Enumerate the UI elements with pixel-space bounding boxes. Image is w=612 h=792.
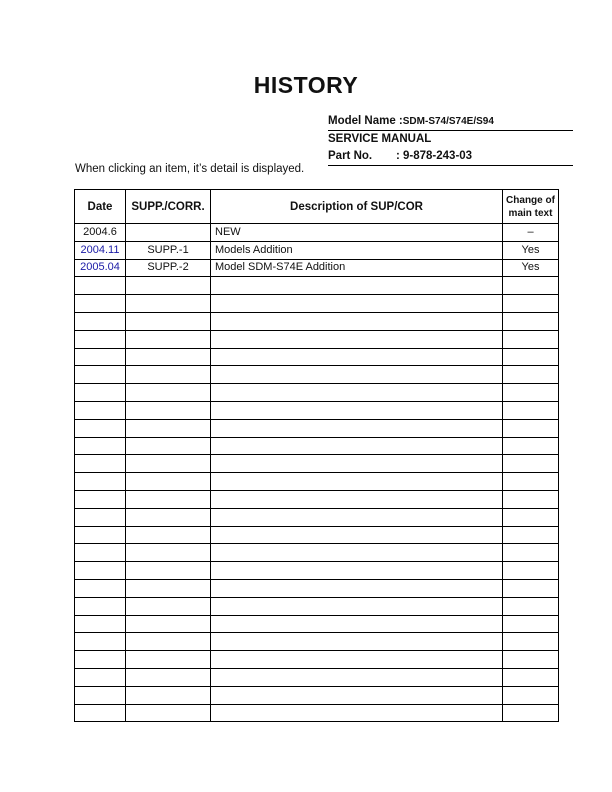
change-cell: Yes xyxy=(503,241,559,259)
empty-cell xyxy=(211,651,503,669)
empty-cell xyxy=(503,437,559,455)
empty-cell xyxy=(211,508,503,526)
table-row[interactable] xyxy=(75,259,559,277)
empty-table-row xyxy=(75,651,559,669)
empty-cell xyxy=(211,312,503,330)
empty-cell xyxy=(211,366,503,384)
table-header-row xyxy=(75,190,559,224)
empty-table-row xyxy=(75,615,559,633)
page-title: HISTORY xyxy=(253,72,359,98)
empty-table-row xyxy=(75,348,559,366)
date-cell[interactable] xyxy=(75,259,126,277)
empty-cell xyxy=(126,384,211,402)
empty-cell xyxy=(503,312,559,330)
empty-cell xyxy=(503,277,559,295)
empty-cell xyxy=(503,295,559,313)
empty-cell xyxy=(503,526,559,544)
empty-cell xyxy=(126,508,211,526)
empty-cell xyxy=(126,651,211,669)
empty-table-row xyxy=(75,330,559,348)
empty-cell xyxy=(75,312,126,330)
empty-cell xyxy=(75,633,126,651)
empty-cell xyxy=(126,562,211,580)
service-manual-label: SERVICE MANUAL xyxy=(328,133,432,145)
part-number-label: Part No. xyxy=(328,150,373,162)
empty-cell xyxy=(75,668,126,686)
empty-cell xyxy=(126,437,211,455)
table-row[interactable] xyxy=(75,241,559,259)
empty-cell xyxy=(126,348,211,366)
empty-table-row xyxy=(75,597,559,615)
part-number-row xyxy=(328,148,573,166)
table-row xyxy=(75,224,559,242)
empty-cell xyxy=(126,668,211,686)
empty-cell xyxy=(75,615,126,633)
empty-cell xyxy=(126,277,211,295)
empty-table-row xyxy=(75,633,559,651)
empty-cell xyxy=(503,401,559,419)
empty-table-row xyxy=(75,437,559,455)
empty-cell xyxy=(211,437,503,455)
empty-table-row xyxy=(75,704,559,722)
model-name-row xyxy=(328,113,573,131)
empty-cell xyxy=(503,597,559,615)
empty-cell xyxy=(503,348,559,366)
history-table-body xyxy=(75,224,559,722)
date-link[interactable]: 2005.04 xyxy=(80,261,120,274)
empty-cell xyxy=(211,597,503,615)
empty-table-row xyxy=(75,419,559,437)
empty-cell xyxy=(126,704,211,722)
supp-corr-cell: SUPP.-1 xyxy=(126,241,211,259)
date-header: Date xyxy=(75,190,126,224)
change-header-line2: main text xyxy=(508,207,553,219)
change-cell: – xyxy=(503,224,559,242)
empty-cell xyxy=(503,562,559,580)
empty-cell xyxy=(126,295,211,313)
empty-cell xyxy=(75,579,126,597)
empty-cell xyxy=(211,704,503,722)
empty-cell xyxy=(503,473,559,491)
empty-cell xyxy=(75,437,126,455)
empty-cell xyxy=(211,455,503,473)
empty-cell xyxy=(211,490,503,508)
supp-corr-cell: SUPP.-2 xyxy=(126,259,211,277)
empty-cell xyxy=(75,401,126,419)
empty-cell xyxy=(211,473,503,491)
date-cell[interactable] xyxy=(75,241,126,259)
empty-table-row xyxy=(75,490,559,508)
empty-cell xyxy=(211,579,503,597)
empty-cell xyxy=(75,686,126,704)
empty-cell xyxy=(211,544,503,562)
empty-cell xyxy=(503,704,559,722)
empty-table-row xyxy=(75,508,559,526)
empty-cell xyxy=(126,312,211,330)
description-cell: Models Addition xyxy=(211,241,503,259)
empty-cell xyxy=(126,615,211,633)
empty-cell xyxy=(503,668,559,686)
empty-table-row xyxy=(75,277,559,295)
change-header-line1: Change of xyxy=(506,194,555,206)
empty-table-row xyxy=(75,295,559,313)
empty-cell xyxy=(75,473,126,491)
instruction-text: When clicking an item, it’s detail is displayed. xyxy=(75,163,305,175)
empty-cell xyxy=(126,401,211,419)
model-name-value: SDM-S74/S74E/S94 xyxy=(402,116,494,127)
empty-cell xyxy=(211,295,503,313)
empty-table-row xyxy=(75,473,559,491)
description-header: Description of SUP/COR xyxy=(211,190,503,224)
history-table xyxy=(74,189,559,722)
empty-cell xyxy=(211,348,503,366)
empty-cell xyxy=(75,597,126,615)
empty-cell xyxy=(211,686,503,704)
empty-cell xyxy=(503,633,559,651)
empty-table-row xyxy=(75,384,559,402)
empty-cell xyxy=(126,633,211,651)
empty-cell xyxy=(503,651,559,669)
empty-cell xyxy=(503,330,559,348)
empty-table-row xyxy=(75,312,559,330)
date-link[interactable]: 2004.11 xyxy=(80,243,120,256)
empty-cell xyxy=(75,277,126,295)
empty-table-row xyxy=(75,579,559,597)
empty-cell xyxy=(503,615,559,633)
empty-table-row xyxy=(75,686,559,704)
empty-cell xyxy=(211,562,503,580)
empty-cell xyxy=(126,597,211,615)
empty-cell xyxy=(211,330,503,348)
empty-cell xyxy=(75,526,126,544)
supp-corr-header: SUPP./CORR. xyxy=(126,190,211,224)
empty-cell xyxy=(75,490,126,508)
empty-cell xyxy=(126,526,211,544)
description-cell: Model SDM-S74E Addition xyxy=(211,259,503,277)
model-name-label: Model Name : xyxy=(328,115,403,127)
empty-cell xyxy=(211,419,503,437)
empty-cell xyxy=(75,366,126,384)
empty-table-row xyxy=(75,544,559,562)
empty-cell xyxy=(503,579,559,597)
empty-cell xyxy=(75,384,126,402)
empty-cell xyxy=(126,419,211,437)
empty-cell xyxy=(211,384,503,402)
change-cell: Yes xyxy=(503,259,559,277)
empty-cell xyxy=(75,544,126,562)
empty-cell xyxy=(503,544,559,562)
date-cell: 2004.6 xyxy=(75,224,126,242)
manual-info-block xyxy=(328,113,573,166)
empty-cell xyxy=(503,384,559,402)
empty-cell xyxy=(126,330,211,348)
empty-cell xyxy=(75,419,126,437)
empty-table-row xyxy=(75,562,559,580)
empty-cell xyxy=(126,686,211,704)
empty-cell xyxy=(126,366,211,384)
empty-cell xyxy=(126,490,211,508)
empty-table-row xyxy=(75,526,559,544)
empty-cell xyxy=(75,508,126,526)
supp-corr-cell xyxy=(126,224,211,242)
empty-cell xyxy=(503,419,559,437)
empty-cell xyxy=(211,277,503,295)
empty-cell xyxy=(126,455,211,473)
part-number-value: : 9-878-243-03 xyxy=(396,150,473,162)
description-cell: NEW xyxy=(211,224,503,242)
empty-cell xyxy=(75,295,126,313)
empty-cell xyxy=(211,615,503,633)
empty-cell xyxy=(503,366,559,384)
empty-cell xyxy=(126,473,211,491)
empty-cell xyxy=(75,651,126,669)
empty-cell xyxy=(211,633,503,651)
empty-cell xyxy=(211,526,503,544)
empty-cell xyxy=(211,668,503,686)
empty-cell xyxy=(75,562,126,580)
empty-cell xyxy=(75,348,126,366)
empty-table-row xyxy=(75,366,559,384)
empty-cell xyxy=(211,401,503,419)
empty-cell xyxy=(503,686,559,704)
empty-cell xyxy=(503,508,559,526)
empty-table-row xyxy=(75,668,559,686)
empty-cell xyxy=(75,330,126,348)
empty-cell xyxy=(503,490,559,508)
empty-cell xyxy=(503,455,559,473)
empty-cell xyxy=(75,704,126,722)
service-manual-row xyxy=(328,131,573,148)
empty-cell xyxy=(75,455,126,473)
empty-table-row xyxy=(75,401,559,419)
empty-cell xyxy=(126,579,211,597)
change-of-main-text-header xyxy=(503,190,559,224)
empty-table-row xyxy=(75,455,559,473)
empty-cell xyxy=(126,544,211,562)
